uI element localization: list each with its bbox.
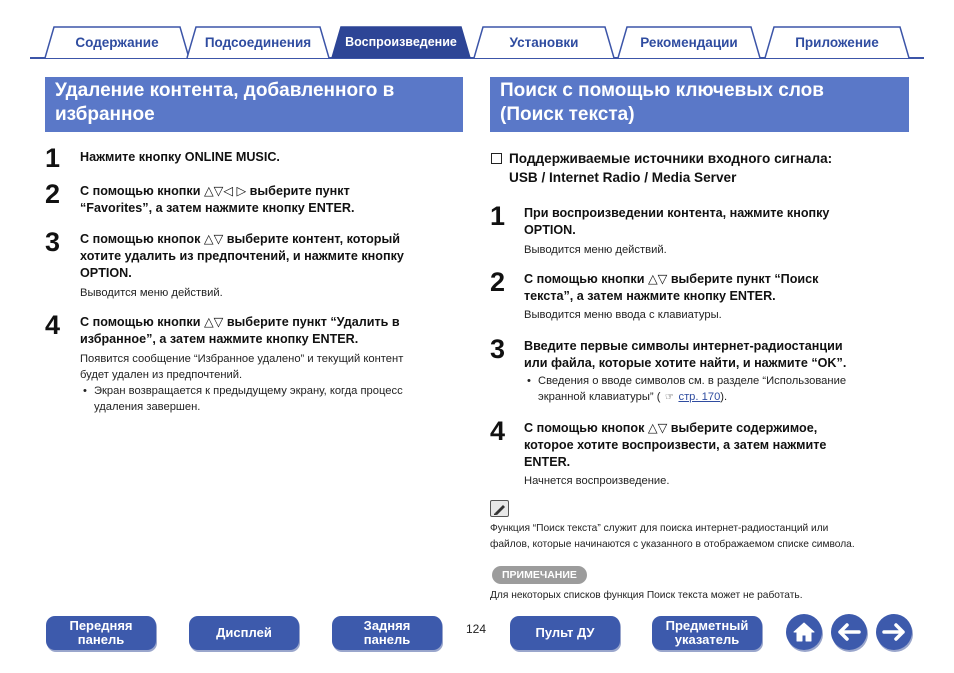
- tab-contents[interactable]: [44, 26, 190, 58]
- pencil-icon: [490, 500, 509, 517]
- rear-panel-button[interactable]: [332, 616, 442, 650]
- text-line: текста”, а затем нажмите кнопку ENTER.: [524, 289, 776, 303]
- button-label: Пульт ДУ: [535, 625, 595, 640]
- left-step-3-note: Выводится меню действий.: [80, 287, 223, 299]
- right-step-3-bullet: [524, 374, 914, 405]
- left-step-4-bullet: [80, 384, 465, 415]
- step-number: 4: [45, 310, 61, 340]
- display-button[interactable]: [189, 616, 299, 650]
- text-line: Введите первые символы интернет-радиостанции: [524, 339, 843, 353]
- input-sources-heading: [491, 149, 911, 187]
- button-label-line: указатель: [674, 632, 740, 647]
- right-step-2-note: Выводится меню ввода с клавиатуры.: [524, 309, 722, 321]
- index-button[interactable]: [652, 616, 762, 650]
- tab-settings[interactable]: [473, 26, 615, 58]
- text-line: OPTION.: [524, 223, 576, 237]
- step-number: 1: [490, 201, 506, 231]
- tab-label: Подсоединения: [204, 34, 312, 50]
- text-line: С помощью кнопки △▽◁ ▷ выберите пункт: [80, 184, 350, 198]
- page-number: 124: [466, 622, 487, 636]
- forward-button[interactable]: [876, 614, 912, 650]
- back-button[interactable]: [831, 614, 867, 650]
- text-line: С помощью кнопок △▽ выберите содержимое,: [524, 421, 818, 435]
- text-line: Поддерживаемые источники входного сигнала:: [509, 151, 833, 166]
- button-label-line: Предметный: [665, 618, 749, 633]
- left-step-3-text: [80, 231, 465, 282]
- button-label-line: панель: [77, 632, 125, 647]
- left-step-2-text: [80, 183, 465, 217]
- text-line: USB / Internet Radio / Media Server: [509, 170, 737, 185]
- step-number: 4: [490, 416, 506, 446]
- right-title-line2: (Поиск текста): [500, 104, 635, 125]
- front-panel-button[interactable]: [46, 616, 156, 650]
- left-step-1-text: Нажмите кнопку ONLINE MUSIC.: [80, 150, 280, 164]
- text-line: “Favorites”, а затем нажмите кнопку ENTER.: [80, 201, 355, 215]
- step-number: 3: [45, 227, 61, 257]
- left-section-title: [45, 77, 463, 132]
- text-line: С помощью кнопки △▽ выберите пункт “Удалить в: [80, 315, 400, 329]
- button-label-line: Задняя: [363, 618, 411, 633]
- step-number: 1: [45, 143, 61, 173]
- button-label-line: Передняя: [69, 618, 133, 633]
- left-step-4-text: [80, 314, 465, 348]
- text-fragment: ).: [720, 390, 728, 403]
- remote-button[interactable]: [510, 616, 620, 650]
- right-step-4-note: Начнется воспроизведение.: [524, 475, 670, 487]
- left-step-4-note: [80, 352, 465, 383]
- right-section-title: [490, 77, 909, 132]
- tab-label: Воспроизведение: [345, 35, 457, 49]
- text-line: ENTER.: [524, 455, 571, 469]
- tab-label: Рекомендации: [640, 34, 738, 50]
- step-number: 3: [490, 334, 506, 364]
- home-button[interactable]: [786, 614, 822, 650]
- tab-appendix[interactable]: [764, 26, 910, 58]
- text-line: • Сведения о вводе символов см. в разделе “Использование: [538, 375, 847, 387]
- text-line: которое хотите воспроизвести, а затем нажмите: [524, 438, 827, 452]
- left-title-line2: избранное: [55, 104, 155, 125]
- pencil-glyph: [491, 501, 508, 516]
- text-line: С помощью кнопок △▽ выберите контент, который: [80, 232, 400, 246]
- tab-label: Содержание: [75, 34, 159, 50]
- pointing-hand-icon: ☞: [664, 391, 674, 403]
- tab-playback[interactable]: [331, 26, 471, 58]
- page-link[interactable]: стр. 170: [678, 390, 721, 403]
- text-line: файлов, которые начинаются с указанного в отображаемом списке символа.: [490, 539, 855, 550]
- right-title-line1: Поиск с помощью ключевых слов: [500, 80, 824, 101]
- text-line: Появится сообщение “Избранное удалено” и текущий контент: [80, 353, 404, 365]
- text-line: или файла, которые хотите найти, и нажмите “OK”.: [524, 356, 847, 370]
- text-line: • Экран возвращается к предыдущему экрану, когда процесс: [94, 385, 403, 397]
- text-line: будет удален из предпочтений.: [80, 368, 243, 381]
- right-step-1-text: [524, 205, 914, 239]
- right-step-1-note: Выводится меню действий.: [524, 244, 667, 256]
- tab-label: Приложение: [795, 34, 879, 50]
- right-step-3-text: [524, 338, 914, 372]
- text-line: хотите удалить из предпочтений, и нажмите кнопку: [80, 249, 404, 263]
- button-label-line: панель: [363, 632, 411, 647]
- arrow-right-icon: [881, 622, 907, 642]
- note-label: ПРИМЕЧАНИЕ: [492, 566, 587, 584]
- note-text: Для некоторых списков функция Поиск текста может не работать.: [490, 590, 803, 601]
- arrow-left-icon: [836, 622, 862, 642]
- text-line: Функция “Поиск текста” служит для поиска интернет-радиостанций или: [490, 523, 829, 534]
- left-title-line1: Удаление контента, добавленного в: [55, 80, 395, 101]
- tab-connections[interactable]: [186, 26, 330, 58]
- text-line: [538, 390, 914, 406]
- step-number: 2: [45, 179, 61, 209]
- step-number: 2: [490, 267, 506, 297]
- text-line: избранное”, а затем нажмите кнопку ENTER.: [80, 332, 359, 346]
- text-line: При воспроизведении контента, нажмите кнопку: [524, 206, 830, 220]
- top-tab-bar: [0, 0, 954, 60]
- home-icon: [792, 621, 816, 643]
- text-fragment: экранной клавиатуры” (: [538, 390, 661, 403]
- button-label: Дисплей: [216, 625, 272, 640]
- tab-tips[interactable]: [617, 26, 761, 58]
- checkbox-icon: [491, 153, 502, 164]
- right-step-2-text: [524, 271, 914, 305]
- text-line: С помощью кнопки △▽ выберите пункт “Поиск: [524, 272, 819, 286]
- tip-text: [490, 521, 910, 553]
- right-step-4-text: [524, 420, 914, 471]
- text-line: удаления завершен.: [94, 400, 201, 413]
- text-line: OPTION.: [80, 266, 132, 280]
- tab-label: Установки: [509, 34, 579, 50]
